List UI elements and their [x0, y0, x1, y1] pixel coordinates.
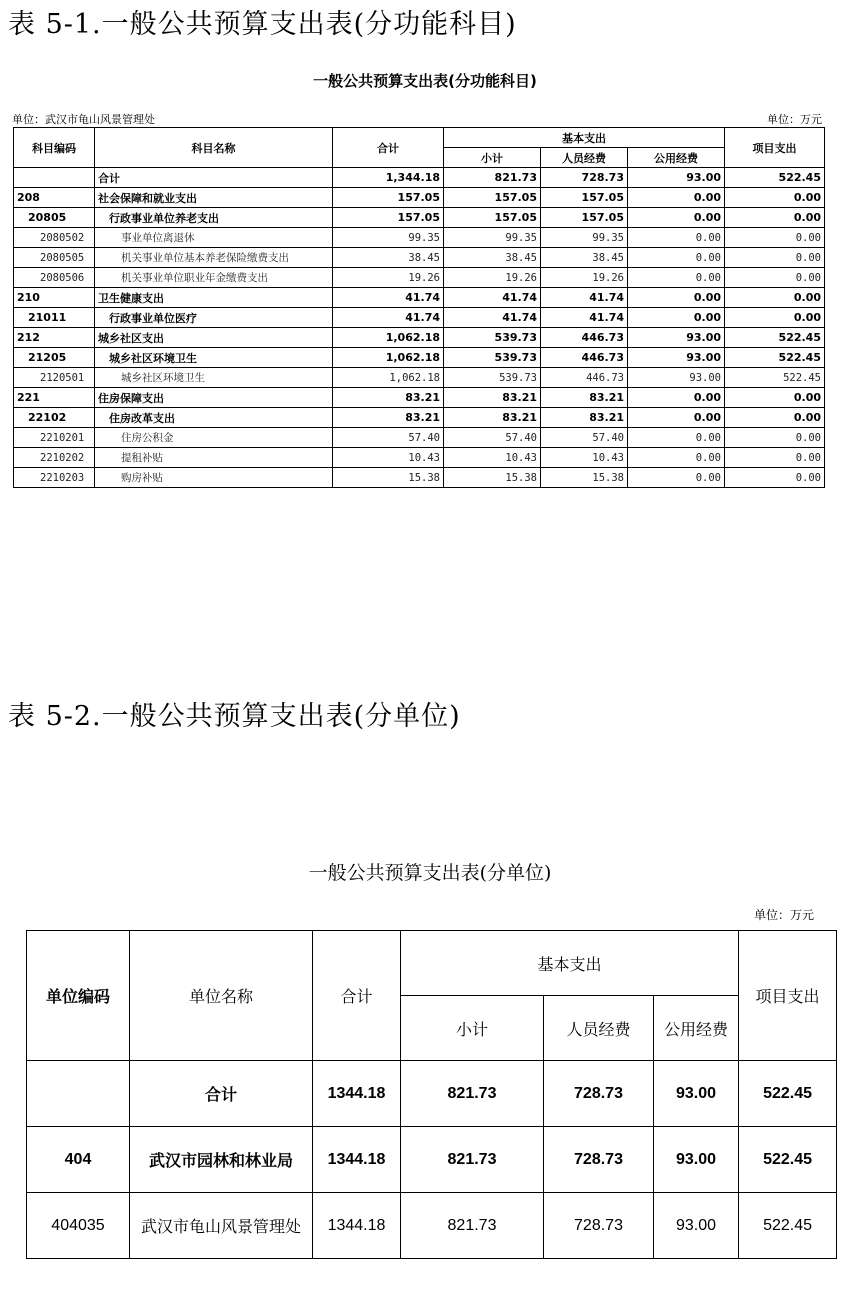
table-row: [14, 468, 825, 488]
cell-name: 武汉市园林和林业局: [130, 1127, 313, 1193]
cell-subtotal: 38.45: [444, 248, 541, 268]
cell-personnel: 446.73: [541, 348, 628, 368]
cell-name: 行政事业单位医疗: [95, 308, 333, 328]
cell-code: 210: [14, 288, 95, 308]
cell-public: 0.00: [628, 268, 725, 288]
cell-subtotal: 83.21: [444, 388, 541, 408]
cell-code: 2080502: [14, 228, 95, 248]
header-subtotal: 小计: [401, 996, 544, 1061]
cell-subtotal: 157.05: [444, 208, 541, 228]
table2-body: [27, 1061, 837, 1259]
cell-name: 武汉市龟山风景管理处: [130, 1193, 313, 1259]
cell-code: 2210201: [14, 428, 95, 448]
table-row: [14, 228, 825, 248]
cell-public: 93.00: [628, 328, 725, 348]
cell-name: 购房补贴: [95, 468, 333, 488]
cell-total: 1,062.18: [333, 348, 444, 368]
cell-public: 93.00: [654, 1061, 739, 1127]
header-personnel: 人员经费: [541, 148, 628, 168]
header-code: 科目编码: [14, 128, 95, 168]
table1-unit-currency: 单位：万元: [767, 113, 822, 126]
cell-public: 93.00: [628, 168, 725, 188]
cell-code: 22102: [14, 408, 95, 428]
table-row: [14, 288, 825, 308]
cell-name: 机关事业单位职业年金缴费支出: [95, 268, 333, 288]
cell-project: 522.45: [739, 1127, 837, 1193]
cell-project: 0.00: [725, 308, 825, 328]
table-row: [14, 348, 825, 368]
cell-code: 212: [14, 328, 95, 348]
table-row: [14, 208, 825, 228]
header-name: 单位名称: [130, 931, 313, 1061]
table1-title: 一般公共预算支出表(分功能科目): [313, 72, 537, 90]
cell-personnel: 157.05: [541, 188, 628, 208]
cell-code: 21205: [14, 348, 95, 368]
function-expenditure-table: [13, 127, 825, 488]
cell-project: 522.45: [725, 348, 825, 368]
cell-code: [14, 168, 95, 188]
table-row: [14, 308, 825, 328]
table2-unit-currency: 单位：万元: [753, 908, 814, 922]
cell-total: 57.40: [333, 428, 444, 448]
header-project: 项目支出: [725, 128, 825, 168]
cell-total: 1,062.18: [333, 368, 444, 388]
cell-project: 0.00: [725, 388, 825, 408]
cell-project: 522.45: [739, 1061, 837, 1127]
cell-public: 0.00: [628, 448, 725, 468]
cell-total: 83.21: [333, 388, 444, 408]
cell-personnel: 15.38: [541, 468, 628, 488]
cell-subtotal: 821.73: [444, 168, 541, 188]
cell-public: 0.00: [628, 308, 725, 328]
header-public: 公用经费: [628, 148, 725, 168]
cell-name: 住房改革支出: [95, 408, 333, 428]
header-project: 项目支出: [739, 931, 837, 1061]
cell-public: 0.00: [628, 228, 725, 248]
cell-subtotal: 15.38: [444, 468, 541, 488]
cell-code: 2080506: [14, 268, 95, 288]
cell-personnel: 446.73: [541, 368, 628, 388]
cell-subtotal: 57.40: [444, 428, 541, 448]
cell-public: 93.00: [628, 348, 725, 368]
table-row: [14, 388, 825, 408]
cell-public: 0.00: [628, 288, 725, 308]
cell-name: 城乡社区支出: [95, 328, 333, 348]
cell-personnel: 728.73: [541, 168, 628, 188]
cell-name: 合计: [130, 1061, 313, 1127]
cell-public: 0.00: [628, 428, 725, 448]
cell-subtotal: 539.73: [444, 368, 541, 388]
cell-total: 1,344.18: [333, 168, 444, 188]
header-public: 公用经费: [654, 996, 739, 1061]
cell-personnel: 38.45: [541, 248, 628, 268]
header-total: 合计: [333, 128, 444, 168]
cell-project: 0.00: [725, 208, 825, 228]
cell-personnel: 446.73: [541, 328, 628, 348]
cell-subtotal: 41.74: [444, 308, 541, 328]
cell-project: 0.00: [725, 428, 825, 448]
cell-name: 城乡社区环境卫生: [95, 348, 333, 368]
cell-public: 0.00: [628, 208, 725, 228]
cell-personnel: 99.35: [541, 228, 628, 248]
cell-project: 0.00: [725, 228, 825, 248]
header-subtotal: 小计: [444, 148, 541, 168]
cell-personnel: 41.74: [541, 288, 628, 308]
section-heading-5-1: 表 5-1.一般公共预算支出表(分功能科目): [8, 9, 517, 40]
cell-project: 522.45: [725, 168, 825, 188]
table-row: [14, 448, 825, 468]
header-basic: 基本支出: [444, 128, 725, 148]
cell-project: 0.00: [725, 248, 825, 268]
cell-project: 0.00: [725, 288, 825, 308]
cell-name: 合计: [95, 168, 333, 188]
cell-total: 19.26: [333, 268, 444, 288]
cell-subtotal: 821.73: [401, 1127, 544, 1193]
cell-personnel: 57.40: [541, 428, 628, 448]
cell-personnel: 83.21: [541, 388, 628, 408]
cell-project: 0.00: [725, 408, 825, 428]
cell-subtotal: 41.74: [444, 288, 541, 308]
cell-project: 522.45: [725, 368, 825, 388]
cell-total: 157.05: [333, 188, 444, 208]
table-row: [14, 268, 825, 288]
table-row: [14, 408, 825, 428]
cell-project: 0.00: [725, 268, 825, 288]
header-total: 合计: [313, 931, 401, 1061]
table-row: [27, 1061, 837, 1127]
cell-code: 2210202: [14, 448, 95, 468]
table-row: [14, 248, 825, 268]
cell-code: 221: [14, 388, 95, 408]
cell-name: 机关事业单位基本养老保险缴费支出: [95, 248, 333, 268]
cell-total: 1344.18: [313, 1061, 401, 1127]
cell-personnel: 157.05: [541, 208, 628, 228]
cell-name: 城乡社区环境卫生: [95, 368, 333, 388]
cell-code: 2210203: [14, 468, 95, 488]
cell-public: 93.00: [654, 1127, 739, 1193]
cell-code: [27, 1061, 130, 1127]
cell-public: 0.00: [628, 248, 725, 268]
cell-total: 1344.18: [313, 1193, 401, 1259]
cell-project: 0.00: [725, 188, 825, 208]
unit-expenditure-table: [26, 930, 837, 1259]
cell-name: 卫生健康支出: [95, 288, 333, 308]
cell-total: 1,062.18: [333, 328, 444, 348]
header-personnel: 人员经费: [544, 996, 654, 1061]
table-row: [14, 368, 825, 388]
cell-personnel: 728.73: [544, 1193, 654, 1259]
cell-public: 0.00: [628, 388, 725, 408]
cell-name: 提租补贴: [95, 448, 333, 468]
cell-total: 10.43: [333, 448, 444, 468]
cell-name: 社会保障和就业支出: [95, 188, 333, 208]
cell-name: 住房公积金: [95, 428, 333, 448]
table1-unit-org: 单位：武汉市龟山风景管理处: [12, 113, 155, 126]
cell-public: 93.00: [654, 1193, 739, 1259]
cell-total: 1344.18: [313, 1127, 401, 1193]
cell-personnel: 83.21: [541, 408, 628, 428]
table-row: [14, 188, 825, 208]
cell-total: 157.05: [333, 208, 444, 228]
header-code: 单位编码: [27, 931, 130, 1061]
cell-code: 404035: [27, 1193, 130, 1259]
cell-subtotal: 83.21: [444, 408, 541, 428]
cell-public: 93.00: [628, 368, 725, 388]
cell-total: 99.35: [333, 228, 444, 248]
cell-total: 38.45: [333, 248, 444, 268]
cell-total: 83.21: [333, 408, 444, 428]
cell-total: 15.38: [333, 468, 444, 488]
cell-code: 20805: [14, 208, 95, 228]
cell-public: 0.00: [628, 188, 725, 208]
cell-public: 0.00: [628, 468, 725, 488]
cell-project: 522.45: [739, 1193, 837, 1259]
cell-code: 21011: [14, 308, 95, 328]
cell-personnel: 728.73: [544, 1127, 654, 1193]
cell-project: 0.00: [725, 468, 825, 488]
cell-total: 41.74: [333, 308, 444, 328]
cell-name: 住房保障支出: [95, 388, 333, 408]
table-row: [14, 328, 825, 348]
cell-subtotal: 821.73: [401, 1193, 544, 1259]
cell-subtotal: 157.05: [444, 188, 541, 208]
cell-personnel: 10.43: [541, 448, 628, 468]
cell-code: 404: [27, 1127, 130, 1193]
cell-project: 522.45: [725, 328, 825, 348]
cell-name: 事业单位离退休: [95, 228, 333, 248]
table1-body: [14, 168, 825, 488]
table-row: [27, 1193, 837, 1259]
cell-subtotal: 10.43: [444, 448, 541, 468]
table-row: [27, 1127, 837, 1193]
cell-personnel: 41.74: [541, 308, 628, 328]
table2-title: 一般公共预算支出表(分单位): [308, 862, 552, 884]
cell-name: 行政事业单位养老支出: [95, 208, 333, 228]
cell-subtotal: 821.73: [401, 1061, 544, 1127]
cell-code: 208: [14, 188, 95, 208]
header-basic: 基本支出: [401, 931, 739, 996]
table-row: [14, 428, 825, 448]
cell-subtotal: 19.26: [444, 268, 541, 288]
cell-total: 41.74: [333, 288, 444, 308]
cell-subtotal: 539.73: [444, 348, 541, 368]
header-name: 科目名称: [95, 128, 333, 168]
cell-code: 2080505: [14, 248, 95, 268]
cell-code: 2120501: [14, 368, 95, 388]
cell-subtotal: 99.35: [444, 228, 541, 248]
table-row: [14, 168, 825, 188]
cell-project: 0.00: [725, 448, 825, 468]
section-heading-5-2: 表 5-2.一般公共预算支出表(分单位): [8, 701, 461, 732]
cell-subtotal: 539.73: [444, 328, 541, 348]
cell-personnel: 728.73: [544, 1061, 654, 1127]
cell-public: 0.00: [628, 408, 725, 428]
cell-personnel: 19.26: [541, 268, 628, 288]
